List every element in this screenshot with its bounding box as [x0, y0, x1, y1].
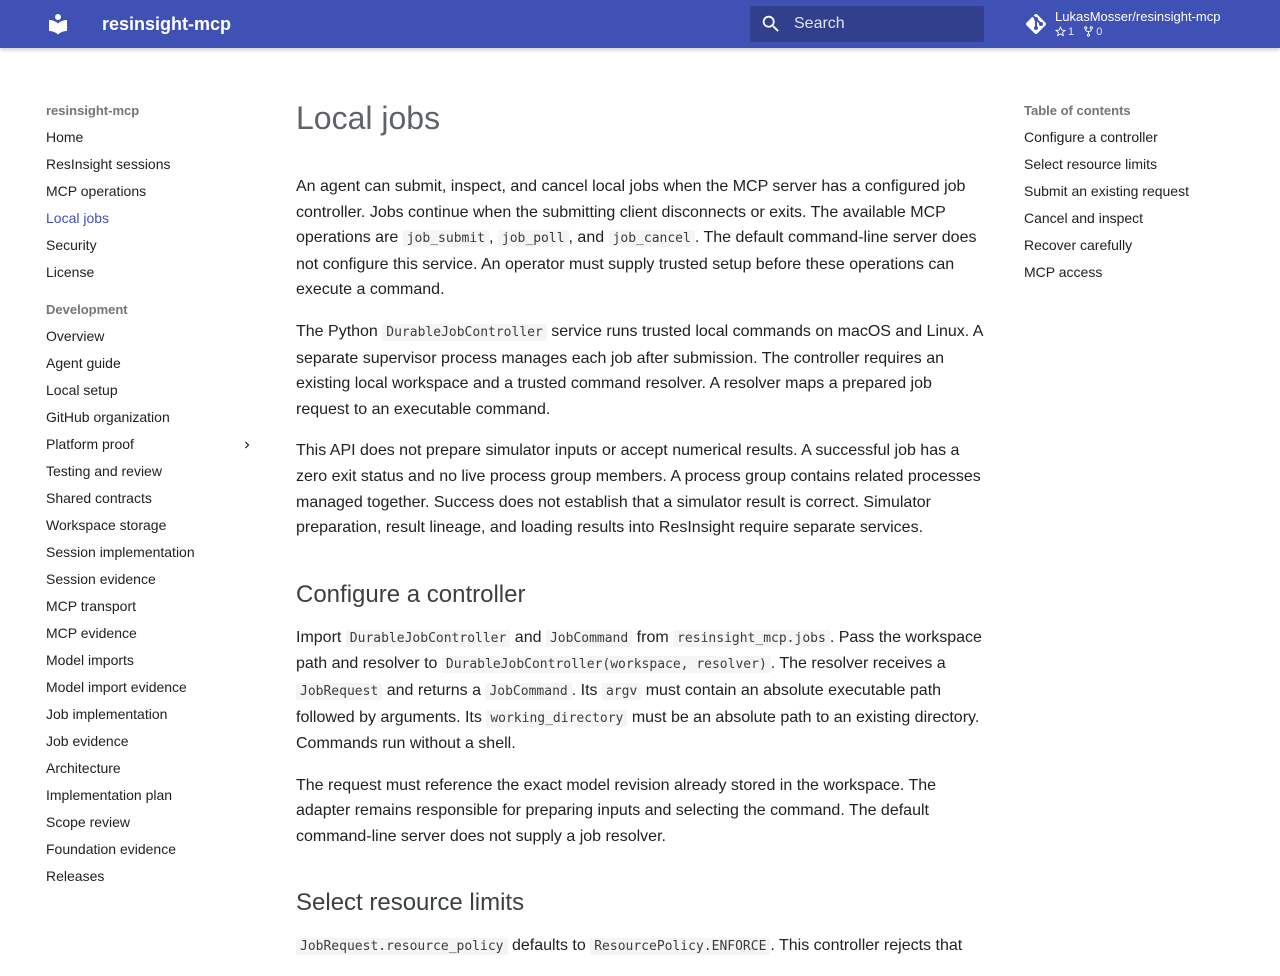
- code-job-command: JobCommand: [546, 630, 632, 647]
- heading-configure-a-controller: Configure a controller: [296, 580, 526, 608]
- search-placeholder: Search: [794, 15, 845, 32]
- code-argv: argv: [602, 683, 641, 700]
- nav-item-label: Platform proof: [46, 436, 134, 452]
- nav-item-model-import-evidence[interactable]: Model import evidence: [46, 679, 187, 695]
- nav-section-development[interactable]: Development: [46, 302, 128, 317]
- toc-item-recover-carefully[interactable]: Recover carefully: [1024, 237, 1133, 253]
- primary-navigation: [46, 100, 258, 890]
- nav-item-foundation-evidence[interactable]: Foundation evidence: [46, 841, 176, 857]
- toc-title: Table of contents: [1024, 103, 1131, 118]
- repo-link[interactable]: [1024, 8, 1264, 42]
- nav-title: resinsight-mcp: [46, 103, 140, 118]
- code-durable-job-controller: DurableJobController: [346, 630, 511, 647]
- repo-name: LukasMosser/resinsight-mcp: [1055, 9, 1221, 24]
- nav-item-testing-and-review[interactable]: Testing and review: [46, 463, 162, 479]
- code-resource-policy-enforce: ResourcePolicy.ENFORCE: [590, 938, 770, 955]
- page-title: Local jobs: [296, 100, 441, 136]
- nav-item-job-implementation[interactable]: Job implementation: [46, 706, 168, 722]
- nav-item-model-imports[interactable]: Model imports: [46, 652, 134, 668]
- code-job-submit: job_submit: [403, 230, 489, 247]
- nav-item-resinsight-sessions[interactable]: ResInsight sessions: [46, 156, 171, 172]
- code-job-request: JobRequest: [296, 683, 382, 700]
- nav-item-shared-contracts[interactable]: Shared contracts: [46, 490, 152, 506]
- top-header: [0, 0, 1280, 48]
- repo-facts: [1055, 26, 1108, 38]
- nav-item-overview[interactable]: Overview: [46, 328, 105, 344]
- code-durable-job-controller: DurableJobController: [382, 324, 547, 341]
- nav-item-job-evidence[interactable]: Job evidence: [46, 733, 129, 749]
- nav-item-implementation-plan[interactable]: Implementation plan: [46, 787, 173, 803]
- code-job-command: JobCommand: [485, 683, 571, 700]
- git-icon: [1024, 12, 1048, 36]
- repo-forks: 0: [1083, 26, 1102, 38]
- nav-item-agent-guide[interactable]: Agent guide: [46, 355, 121, 371]
- configure-paragraph-2: The request must reference the exact model revision already stored in the workspace. The adapter remains responsible for preparing inputs and selecting the command. The default command-line server does not supply a job resolver.: [296, 776, 937, 845]
- code-working-directory: working_directory: [486, 710, 627, 727]
- nav-item-session-evidence[interactable]: Session evidence: [46, 571, 156, 587]
- intro-paragraph-1: An agent can submit, inspect, and cancel local jobs when the MCP server has a configured job controller. Jobs continue when the submitting client disconnects or exits. The available MCP operations are job_submit , job_poll , and job_cancel . The default command-line server does not configure this service. An operator must supply trusted setup before these operations can execute a command.: [296, 178, 977, 299]
- nav-item-home[interactable]: Home: [46, 129, 84, 145]
- nav-item-local-setup[interactable]: Local setup: [46, 382, 118, 398]
- toc-item-configure-a-controller[interactable]: Configure a controller: [1024, 129, 1158, 145]
- nav-item-workspace-storage[interactable]: Workspace storage: [46, 517, 167, 533]
- nav-item-local-jobs[interactable]: Local jobs: [46, 210, 110, 226]
- code-resource-policy: JobRequest.resource_policy: [296, 938, 508, 955]
- nav-list: [46, 124, 258, 286]
- code-constructor: DurableJobController(workspace, resolver): [442, 656, 771, 673]
- heading-select-resource-limits: Select resource limits: [296, 889, 525, 917]
- intro-paragraph-3: This API does not prepare simulator inputs or accept numerical results. A successful job has a zero exit status and no live process group members. A process group contains related processes managed together. Success does not establish that a simulator result is correct. Simulator preparation, result lineage, and loading results into ResInsight require separate services.: [296, 442, 981, 537]
- chevron-right-icon[interactable]: [240, 438, 254, 452]
- site-title[interactable]: resinsight-mcp: [102, 14, 232, 34]
- nav-list-development: [46, 323, 258, 890]
- nav-item-scope-review[interactable]: Scope review: [46, 814, 131, 830]
- search-icon: [760, 13, 782, 35]
- nav-item-session-implementation[interactable]: Session implementation: [46, 544, 195, 560]
- fork-icon: [1083, 26, 1094, 37]
- toc-item-mcp-access[interactable]: MCP access: [1024, 264, 1103, 280]
- code-job-cancel: job_cancel: [609, 230, 695, 247]
- toc-item-submit-an-existing-request[interactable]: Submit an existing request: [1024, 183, 1189, 199]
- code-job-poll: job_poll: [498, 230, 569, 247]
- search-input[interactable]: [750, 6, 984, 42]
- nav-item-architecture[interactable]: Architecture: [46, 760, 121, 776]
- table-of-contents: [1024, 100, 1244, 286]
- book-icon[interactable]: [46, 12, 70, 36]
- toc-list: [1024, 124, 1244, 286]
- limits-paragraph-1: JobRequest.resource_policy defaults to ResourcePolicy.ENFORCE . This controller rejects that: [296, 933, 986, 960]
- nav-item-mcp-evidence[interactable]: MCP evidence: [46, 625, 137, 641]
- nav-item-mcp-operations[interactable]: MCP operations: [46, 183, 147, 199]
- main-content: [296, 96, 986, 976]
- toc-item-cancel-and-inspect[interactable]: Cancel and inspect: [1024, 210, 1144, 226]
- nav-item-security[interactable]: Security: [46, 237, 97, 253]
- nav-item-mcp-transport[interactable]: MCP transport: [46, 598, 136, 614]
- configure-paragraph-1: Import DurableJobController and JobCommand from resinsight_mcp.jobs . Pass the workspace path and resolver to DurableJobController(workspace, resolver) . The resolver receives a JobRequest and returns a JobCommand . Its argv must contain an absolute executable path followed by arguments. Its working_directory must be an absolute path to an existing directory. Commands run without a shell.: [296, 628, 982, 753]
- code-module-path: resinsight_mcp.jobs: [673, 630, 830, 647]
- nav-item-license[interactable]: License: [46, 264, 95, 280]
- star-icon: [1055, 26, 1066, 37]
- toc-item-select-resource-limits[interactable]: Select resource limits: [1024, 156, 1158, 172]
- nav-item-platform-proof[interactable]: [46, 431, 258, 458]
- intro-paragraph-2: The Python DurableJobController service runs trusted local commands on macOS and Linux. A separate supervisor process manages each job after submission. The controller requires an existing local workspace and a trusted command resolver. A resolver maps a prepared job request to an executable command.: [296, 322, 983, 418]
- nav-item-github-organization[interactable]: GitHub organization: [46, 409, 170, 425]
- repo-stars: 1: [1055, 26, 1074, 38]
- nav-item-releases[interactable]: Releases: [46, 868, 105, 884]
